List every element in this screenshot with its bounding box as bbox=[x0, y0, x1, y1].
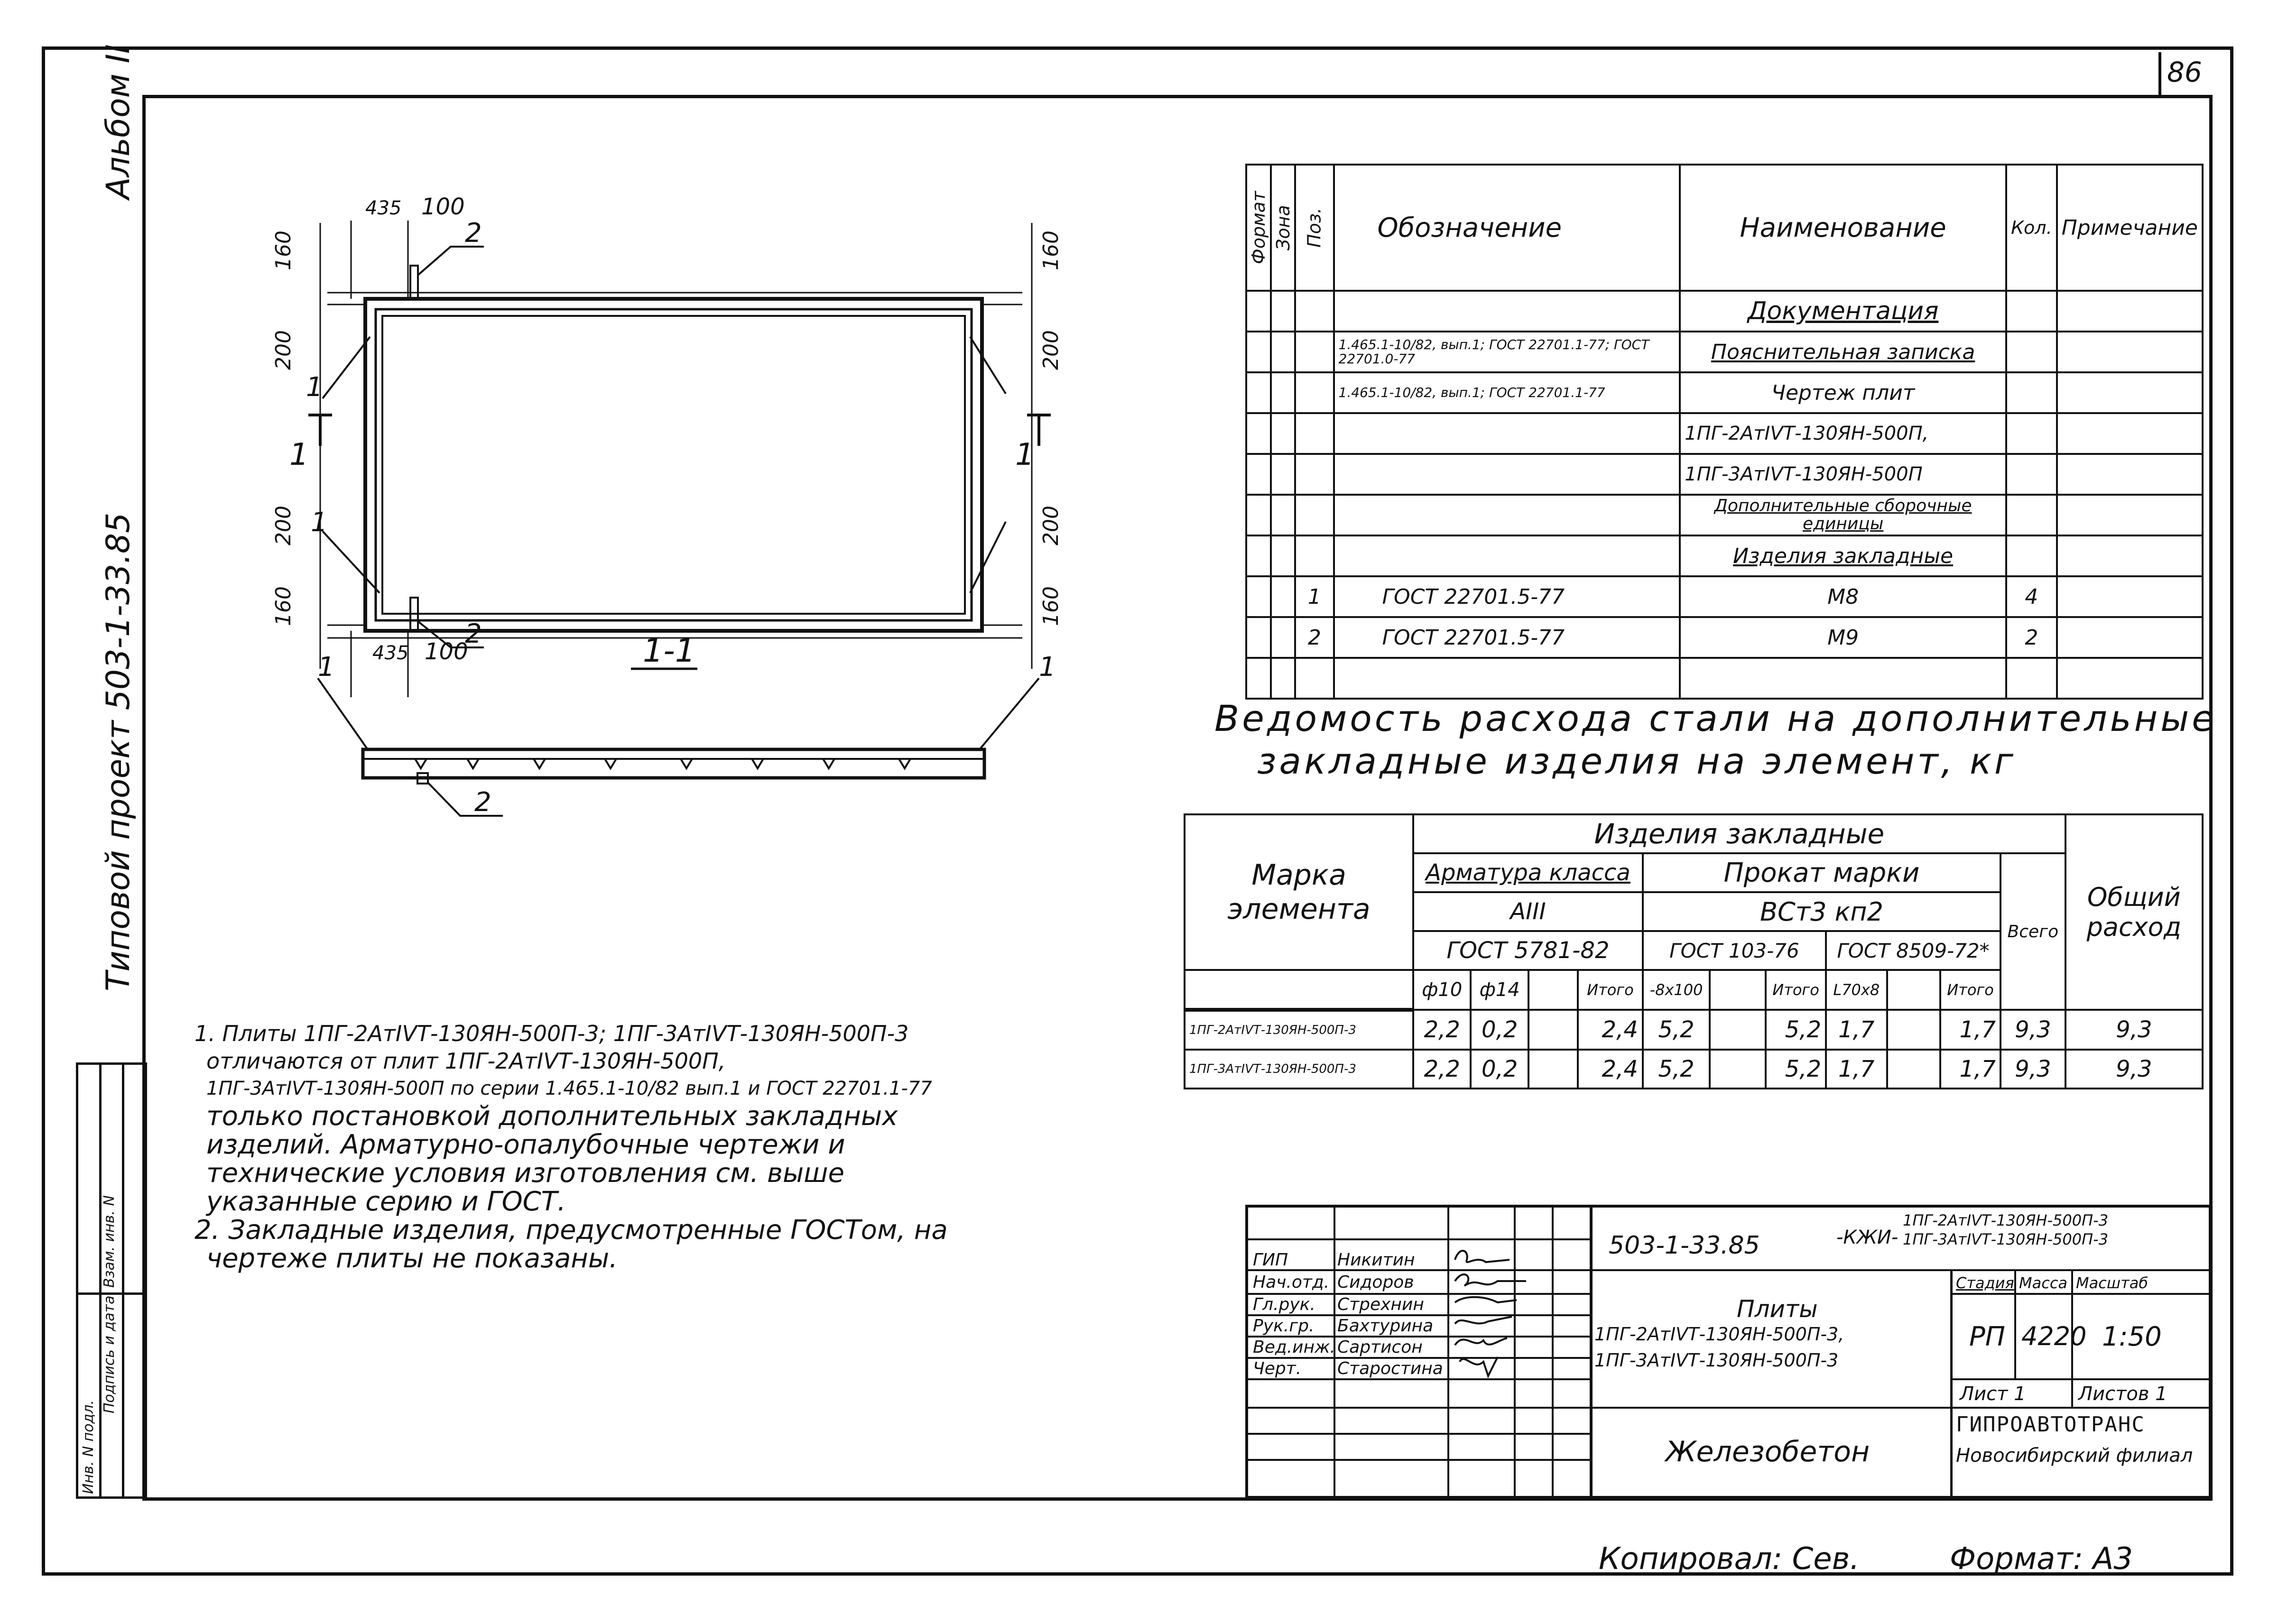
dim-top-435: 435 bbox=[365, 197, 402, 219]
spec-header-pos: Поз. bbox=[1295, 165, 1334, 291]
spec-header-designation: Обозначение bbox=[1334, 165, 1680, 291]
steel-row: 1ПГ-2АтIVТ-130ЯН-500П-3 2,2 0,2 2,4 5,2 5,2 1,7 1,7 9,3 9,3 bbox=[1185, 1010, 2203, 1050]
callout-1-left-bottom: 1 bbox=[311, 507, 328, 538]
slab-drawing bbox=[237, 180, 1139, 854]
side-stamp-sign: Подпись и дата bbox=[101, 1295, 118, 1413]
note-line: указанные серию и ГОСТ. bbox=[206, 1186, 566, 1217]
stamp-name: Бахтурина bbox=[1337, 1316, 1434, 1336]
copied-by: Копировал: Сев. bbox=[1599, 1541, 1860, 1577]
spec-row: Изделия закладные bbox=[1246, 535, 2203, 576]
stamp-title-item: 1ПГ-2АтIVТ-130ЯН-500П-3, bbox=[1594, 1324, 1844, 1345]
spec-header-zone: Зона bbox=[1271, 165, 1296, 291]
dim-top-100: 100 bbox=[421, 194, 465, 220]
steel-title-line1: Ведомость расхода стали на дополнительные bbox=[1214, 697, 2217, 739]
dim-left-160-bottom: 160 bbox=[271, 586, 296, 626]
note-line: технические условия изготовления см. выше bbox=[206, 1158, 844, 1189]
dim-bottom-100: 100 bbox=[425, 638, 468, 665]
slab-outline bbox=[365, 299, 982, 631]
note-line: изделий. Арматурно-опалубочные чертежи и bbox=[206, 1129, 845, 1160]
stamp-branch: Новосибирский филиал bbox=[1956, 1445, 2193, 1467]
steel-header-rolled-grade: ВСт3 кп2 bbox=[1643, 892, 2000, 931]
dim-right-160-top: 160 bbox=[1039, 231, 1063, 270]
spec-row: Дополнительные сборочные единицы bbox=[1246, 495, 2203, 535]
spec-row: 2 ГОСТ 22701.5-77 М9 2 bbox=[1246, 617, 2203, 658]
note-line: 1. Плиты 1ПГ-2АтIVТ-130ЯН-500П-3; 1ПГ-3АтIVТ-130ЯН-500П-3 bbox=[194, 1021, 909, 1046]
spec-row: 1.465.1-10/82, вып.1; ГОСТ 22701.1-77 Чертеж плит bbox=[1246, 372, 2203, 413]
steel-header-rolled: Прокат марки bbox=[1643, 853, 2000, 892]
stamp-name: Сидоров bbox=[1337, 1273, 1414, 1292]
spec-row-empty bbox=[1246, 658, 2203, 699]
steel-sub-empty3 bbox=[1887, 970, 1940, 1010]
section-mark-right: 1 bbox=[1015, 437, 1035, 472]
stamp-role: Нач.отд. bbox=[1253, 1273, 1330, 1292]
steel-header-armature-gost: ГОСТ 5781-82 bbox=[1413, 931, 1643, 970]
steel-title-line2: закладные изделия на элемент, кг bbox=[1257, 740, 2016, 782]
dim-left-200-top: 200 bbox=[271, 330, 296, 370]
steel-header-total: Всего bbox=[2000, 853, 2065, 1010]
dim-right-200-bottom: 200 bbox=[1039, 506, 1063, 545]
dim-bottom-435: 435 bbox=[372, 642, 409, 664]
steel-header-rolled-gost1: ГОСТ 103-76 bbox=[1643, 931, 1826, 970]
callout-2-top: 2 bbox=[465, 218, 482, 249]
steel-sub-f14: ф14 bbox=[1471, 970, 1528, 1010]
stamp-sheet: Лист 1 bbox=[1960, 1383, 2026, 1405]
spec-row: Документация bbox=[1246, 291, 2203, 332]
spec-row: 1ПГ-3АтIVТ-130ЯН-500П bbox=[1246, 454, 2203, 495]
steel-sub-total2: Итого bbox=[1766, 970, 1826, 1010]
stamp-stage: РП bbox=[1969, 1321, 2005, 1352]
steel-sub-empty1 bbox=[1528, 970, 1578, 1010]
stamp-role: Вед.инж. bbox=[1253, 1338, 1335, 1357]
steel-header-common: Общий расход bbox=[2065, 814, 2203, 1010]
callout-1-left-top: 1 bbox=[306, 372, 323, 403]
side-stamp-inv: Инв. N подл. bbox=[80, 1400, 97, 1494]
steel-sub-total3: Итого bbox=[1940, 970, 2000, 1010]
stamp-material: Железобетон bbox=[1666, 1435, 1870, 1468]
dim-right-160-bottom: 160 bbox=[1039, 586, 1063, 626]
notes bbox=[194, 1020, 1143, 1273]
note-line: только постановкой дополнительных закладных bbox=[206, 1101, 898, 1132]
steel-sub-f10: ф10 bbox=[1413, 970, 1471, 1010]
steel-header-armature: Арматура класса bbox=[1413, 853, 1643, 892]
sheet-number: 86 bbox=[2167, 56, 2202, 88]
stamp-name: Никитин bbox=[1337, 1250, 1415, 1270]
steel-sub-strip: -8х100 bbox=[1643, 970, 1710, 1010]
note-line: 2. Закладные изделия, предусмотренные ГОСТом, на bbox=[194, 1215, 948, 1246]
steel-header-armature-class: АIII bbox=[1413, 892, 1643, 931]
stamp-title-word: Плиты bbox=[1737, 1295, 1818, 1323]
signatures bbox=[1450, 1241, 1574, 1383]
stamp-mass: 4220 bbox=[2021, 1321, 2087, 1351]
stamp-sheets: Листов 1 bbox=[2078, 1383, 2167, 1405]
stamp-title-item: 1ПГ-3АтIVТ-130ЯН-500П-3 bbox=[1594, 1350, 1839, 1371]
spec-row: 1 ГОСТ 22701.5-77 М8 4 bbox=[1246, 576, 2203, 617]
steel-sub-empty2 bbox=[1710, 970, 1766, 1010]
steel-header-group: Изделия закладные bbox=[1413, 814, 2065, 853]
note-line: 1ПГ-3АтIVТ-130ЯН-500П по серии 1.465.1-10/82 вып.1 и ГОСТ 22701.1-77 bbox=[206, 1078, 932, 1099]
steel-subheader-spacer bbox=[1185, 970, 1413, 1010]
steel-consumption-table bbox=[1184, 813, 2204, 1089]
callout-1-section-right: 1 bbox=[1039, 652, 1056, 683]
callout-2-section: 2 bbox=[474, 787, 491, 818]
stamp-scale: 1:50 bbox=[2102, 1321, 2162, 1352]
dim-right-200-top: 200 bbox=[1039, 330, 1063, 370]
slab-section bbox=[363, 749, 984, 778]
spec-row: 1.465.1-10/82, вып.1; ГОСТ 22701.1-77; ГОСТ 22701.0-77 Пояснительная записка bbox=[1246, 332, 2203, 372]
project-label: Типовой проект 503-1-33.85 bbox=[100, 512, 137, 991]
stamp-scale-header: Масштаб bbox=[2076, 1274, 2149, 1292]
title-block bbox=[1245, 1205, 2212, 1499]
stamp-name: Старостина bbox=[1337, 1359, 1443, 1378]
album-label: Альбом II bbox=[100, 44, 137, 199]
stamp-code-item: 1ПГ-2АтIVТ-130ЯН-500П-3 bbox=[1903, 1211, 2109, 1229]
spec-header-note: Примечание bbox=[2057, 165, 2203, 291]
section-label: 1-1 bbox=[643, 632, 696, 670]
steel-sub-angle: L70х8 bbox=[1826, 970, 1887, 1010]
stamp-role: Гл.рук. bbox=[1253, 1295, 1315, 1314]
stamp-code-suffix: -КЖИ- bbox=[1836, 1227, 1899, 1248]
spec-row: 1ПГ-2АтIVТ-130ЯН-500П, bbox=[1246, 413, 2203, 454]
dim-left-160-top: 160 bbox=[271, 231, 296, 270]
side-stamp-replace: Взам. инв. N bbox=[101, 1195, 118, 1288]
embedded-item-top bbox=[410, 266, 418, 299]
spec-header-format: Формат bbox=[1246, 165, 1271, 291]
note-line: отличаются от плит 1ПГ-2АтIVТ-130ЯН-500П, bbox=[206, 1048, 726, 1074]
section-mark-left: 1 bbox=[289, 437, 309, 472]
dim-left-200-bottom: 200 bbox=[271, 506, 296, 545]
sheet-format: Формат: А3 bbox=[1950, 1541, 2133, 1577]
stamp-name: Сартисон bbox=[1337, 1338, 1423, 1357]
side-stamp bbox=[76, 1062, 147, 1499]
note-line: чертеже плиты не показаны. bbox=[206, 1243, 618, 1274]
stamp-code: 503-1-33.85 bbox=[1609, 1231, 1760, 1260]
slab-inner-contour bbox=[376, 309, 972, 620]
stamp-stage-header: Стадия bbox=[1956, 1274, 2014, 1292]
spec-header-qty: Кол. bbox=[2006, 165, 2057, 291]
stamp-mass-header: Масса bbox=[2019, 1274, 2068, 1292]
callout-2-bottom: 2 bbox=[465, 618, 482, 649]
specification-table bbox=[1245, 164, 2204, 700]
steel-sub-total1: Итого bbox=[1578, 970, 1643, 1010]
stamp-code-item: 1ПГ-3АтIVТ-130ЯН-500П-3 bbox=[1903, 1230, 2109, 1248]
stamp-role: Рук.гр. bbox=[1253, 1316, 1315, 1336]
steel-header-rolled-gost2: ГОСТ 8509-72* bbox=[1826, 931, 2000, 970]
stamp-name: Стрехнин bbox=[1337, 1295, 1424, 1314]
stamp-role: ГИП bbox=[1253, 1250, 1288, 1270]
stamp-role: Черт. bbox=[1253, 1359, 1302, 1378]
steel-row: 1ПГ-3АтIVТ-130ЯН-500П-3 2,2 0,2 2,4 5,2 5,2 1,7 1,7 9,3 9,3 bbox=[1185, 1050, 2203, 1089]
spec-header-name: Наименование bbox=[1680, 165, 2006, 291]
callout-1-section-left: 1 bbox=[318, 652, 335, 683]
stamp-organization: ГИПРОАВТОТРАНС bbox=[1956, 1412, 2145, 1437]
steel-header-mark: Марка элемента bbox=[1185, 814, 1413, 970]
